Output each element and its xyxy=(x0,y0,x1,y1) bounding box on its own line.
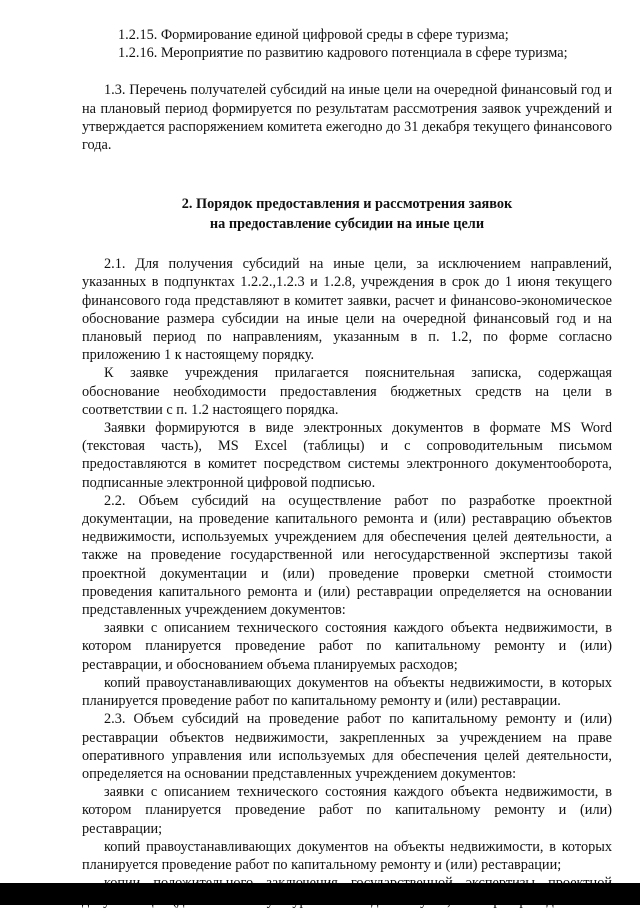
list-item: 1.2.15. Формирование единой цифровой среды в сфере туризма; xyxy=(118,27,509,43)
paragraph: К заявке учреждения прилагается пояснительная записка, содержащая обоснование необходимости предоставления бюджетных средств на цели в соответствии с п. 1.2 настоящего порядка. xyxy=(82,365,612,418)
list-item: 1.2.16. Мероприятие по развитию кадрового потенциала в сфере туризма; xyxy=(118,45,568,62)
section-heading-line1: 2. Порядок предоставления и рассмотрения заявок xyxy=(181,196,513,213)
paragraph: 2.3. Объем субсидий на проведение работ по капитальному ремонту и (или) реставрации объектов недвижимости, закрепленных за учреждением на праве оперативного управления или используемых для обеспечения целей деятельности, определяется на основании представленных учреждением документов: xyxy=(82,711,612,782)
paragraph: 2.1. Для получения субсидий на иные цели, за исключением направлений, указанных в подпунктах 1.2.2.,1.2.3 и 1.2.8, учреждения в срок до 1 июня текущего финансового года представляют в комитет заявки, расчет и финансово-экономическое обоснование размера субсидии на иные цели на очередной финансовый год и на плановый период по направлениям, указанным в п. 1.2, по форме согласно приложению 1 к настоящему порядку. xyxy=(82,256,612,364)
paragraph: 2.2. Объем субсидий на осуществление работ по разработке проектной документации, на проведение капитального ремонта и (или) реставрацию объектов недвижимости, используемых учреждением для обеспечения целей деятельности, а также на проведение государственной или негосударственной экспертизы такой проектной документации и (или) проведение проверки сметной стоимости проведения капитального ремонта и (или) реставрации определяется на основании представленных учреждением документов: xyxy=(82,492,612,619)
paragraph: заявки с описанием технического состояния каждого объекта недвижимости, в котором планируется проведение работ по капитальному ремонту и (или) реставрации; xyxy=(82,784,612,837)
paragraph: копий правоустанавливающих документов на объекты недвижимости, в которых планируется проведение работ по капитальному ремонту и (или) реставрации; xyxy=(82,838,612,873)
paragraph: заявки с описанием технического состояния каждого объекта недвижимости, в котором планируется проведение работ по капитальному ремонту и (или) реставрации, и обоснованием объема планируемых расходов; xyxy=(82,620,612,673)
paragraph-1-3: 1.3. Перечень получателей субсидий на иные цели на очередной финансовый год и на плановый период формируется по результатам рассмотрения заявок учреждений и утверждается распоряжением комитета ежегодно до 31 декабря текущего финансового года. xyxy=(82,82,612,154)
section-heading-line2: на предоставление субсидии на иные цели xyxy=(209,216,485,233)
paragraph: копий правоустанавливающих документов на объекты недвижимости, в которых планируется проведение работ по капитальному ремонту и (или) реставрации. xyxy=(82,674,612,710)
section-heading xyxy=(82,194,612,234)
document-body xyxy=(82,26,612,911)
paragraph: Заявки формируются в виде электронных документов в формате MS Word (текстовая часть), MS Excel (таблицы) и с сопроводительным письмом предоставляются в комитет посредством системы электронного документооборота, подписанные электронной цифровой подписью. xyxy=(82,420,612,491)
scan-edge-bar xyxy=(0,883,640,905)
